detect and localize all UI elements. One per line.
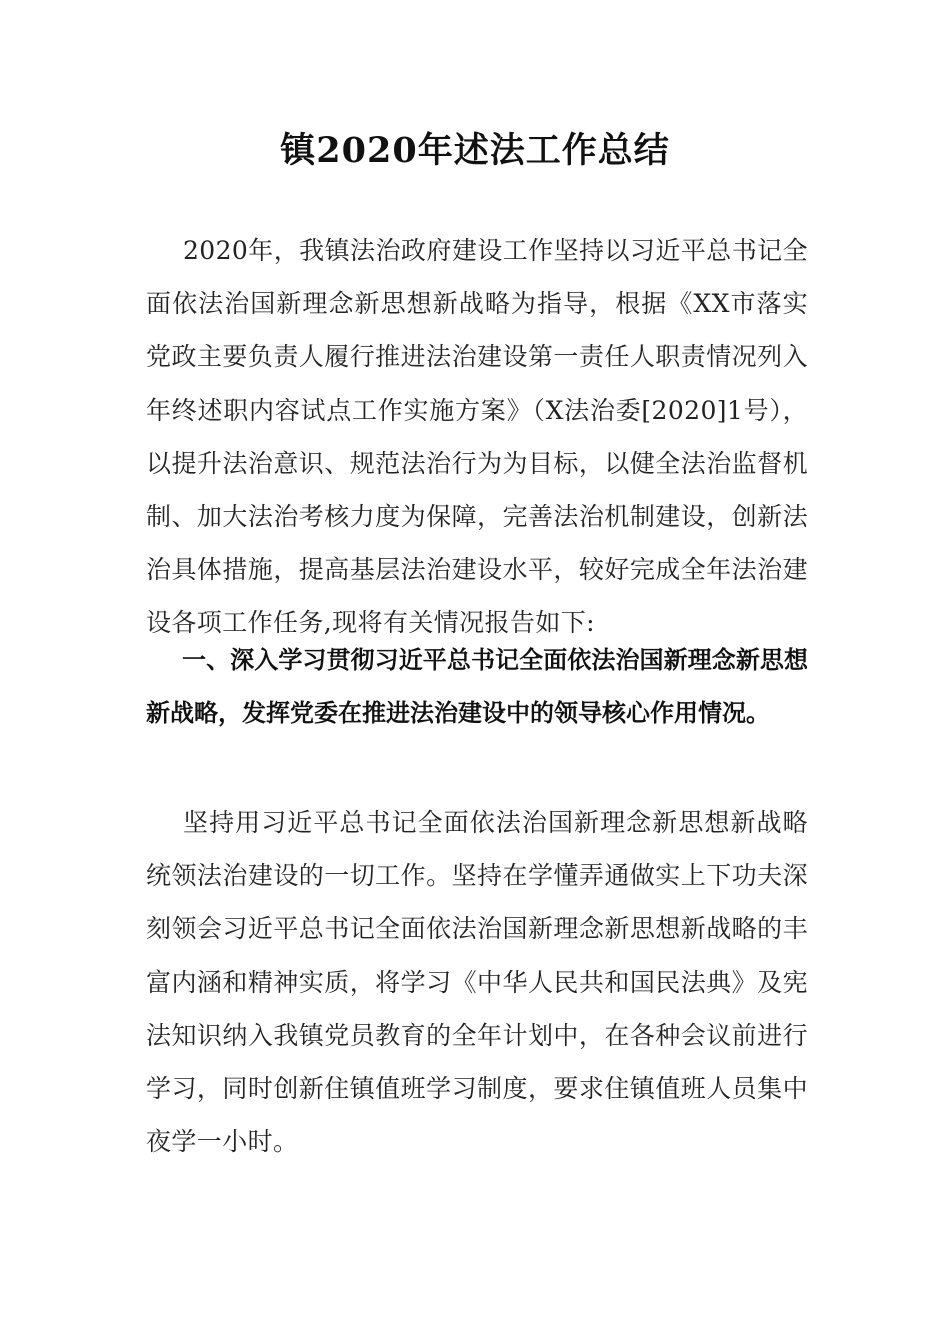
section-1-paragraph: 坚持用习近平总书记全面依法治国新理念新思想新战略统领法治建设的一切工作。坚持在学懂弄通做实上下功夫深刻领会习近平总书记全面依法治国新理念新思想新战略的丰富内涵和精神实质，将学习《中华人民共和国民法典》及宪法知识纳入我镇党员教育的全年计划中，在各种会议前进行学习，同时创新住镇值班学习制度，要求住镇值班人员集中夜学一小时。 [146,808,808,1157]
intro-paragraph: 2020年，我镇法治政府建设工作坚持以习近平总书记全面依法治国新理念新思想新战略为指导，根据《XX市落实党政主要负责人履行推进法治建设第一责任人职责情况列入年终述职内容试点工作实施方案》（X法治委[2020]1号），以提升法治意识、规范法治行为为目标，以健全法治监督机制、加大法治考核力度为保障，完善法治机制建设，创新法治具体措施，提高基层法治建设水平，较好完成全年法治建设各项工作任务,现将有关情况报告如下: [146,236,808,638]
section-1-heading: 一、深入学习贯彻习近平总书记全面依法治国新理念新思想新战略，发挥党委在推进法治建设中的领导核心作用情况。 [146,646,808,727]
document-title: 镇2020年述法工作总结 [280,130,670,171]
